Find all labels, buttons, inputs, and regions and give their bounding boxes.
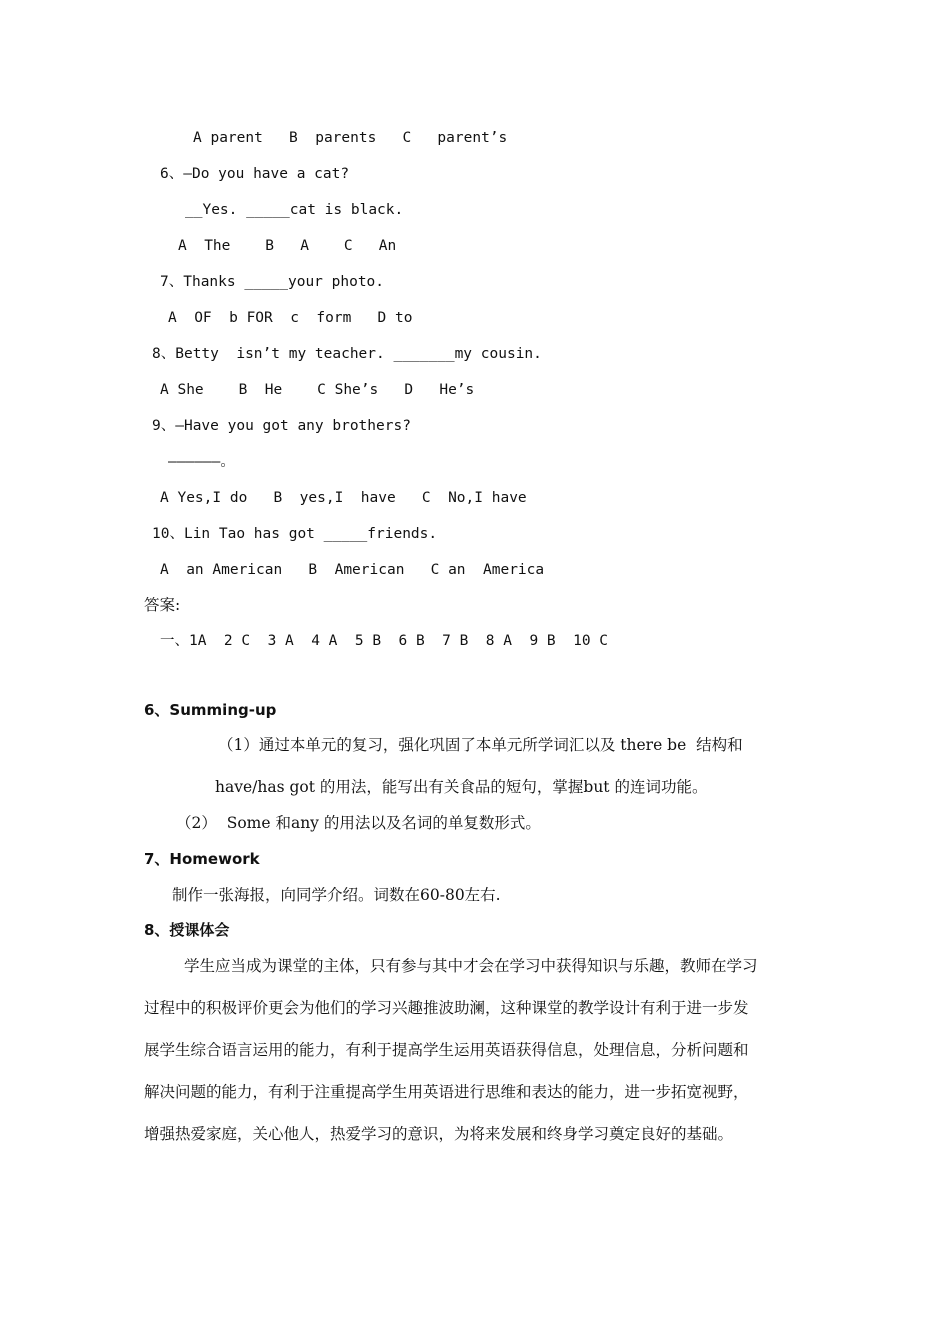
q6-options: A The B A C An bbox=[178, 238, 397, 254]
q9-options: A Yes,I do B yes,I have C No,I have bbox=[160, 490, 527, 506]
reflection-line: 展学生综合语言运用的能力，有利于提高学生运用英语获得信息，处理信息，分析问题和 bbox=[144, 1041, 749, 1059]
q5-options: A parent B parents C parent’s bbox=[193, 130, 508, 146]
q8-stem: 8、Betty isn’t my teacher. _______my cousin. bbox=[152, 346, 542, 362]
q10-stem: 10、Lin Tao has got _____friends. bbox=[152, 526, 438, 542]
reflection-line: 解决问题的能力，有利于注重提高学生用英语进行思维和表达的能力，进一步拓宽视野， bbox=[144, 1083, 749, 1101]
answers-line: 一、1A 2 C 3 A 4 A 5 B 6 B 7 B 8 A 9 B 10 C bbox=[160, 633, 609, 649]
summing-up-p1-line2: have/has got 的用法，能写出有关食品的短句，掌握but 的连词功能。 bbox=[215, 778, 708, 796]
q9-reply: ——————。 bbox=[168, 454, 235, 470]
q8-options: A She B He C She’s D He’s bbox=[160, 382, 475, 398]
q10-options: A an American B American C an America bbox=[160, 562, 545, 578]
reflection-heading: 8、授课体会 bbox=[144, 921, 230, 939]
answers-label: 答案: bbox=[144, 596, 181, 614]
summing-up-p2: （2） Some 和any 的用法以及名词的单复数形式。 bbox=[176, 814, 541, 832]
reflection-line: 学生应当成为课堂的主体，只有参与其中才会在学习中获得知识与乐趣，教师在学习 bbox=[184, 957, 758, 975]
q9-stem: 9、—Have you got any brothers? bbox=[152, 418, 411, 434]
reflection-line: 过程中的积极评价更会为他们的学习兴趣推波助澜，这种课堂的教学设计有利于进一步发 bbox=[144, 999, 749, 1017]
q6-stem: 6、—Do you have a cat? bbox=[160, 166, 350, 182]
homework-heading: 7、Homework bbox=[144, 850, 260, 868]
reflection-line: 增强热爱家庭，关心他人，热爱学习的意识，为将来发展和终身学习奠定良好的基础。 bbox=[144, 1125, 734, 1143]
homework-text: 制作一张海报，向同学介绍。词数在60-80左右. bbox=[172, 886, 501, 904]
q7-stem: 7、Thanks _____your photo. bbox=[160, 274, 385, 290]
summing-up-heading: 6、Summing-up bbox=[144, 701, 277, 719]
q7-options: A OF b FOR c form D to bbox=[168, 310, 413, 326]
summing-up-p1-line1: （1）通过本单元的复习，强化巩固了本单元所学词汇以及 there be 结构和 bbox=[218, 736, 743, 754]
q6-reply: __Yes. _____cat is black. bbox=[185, 202, 404, 218]
